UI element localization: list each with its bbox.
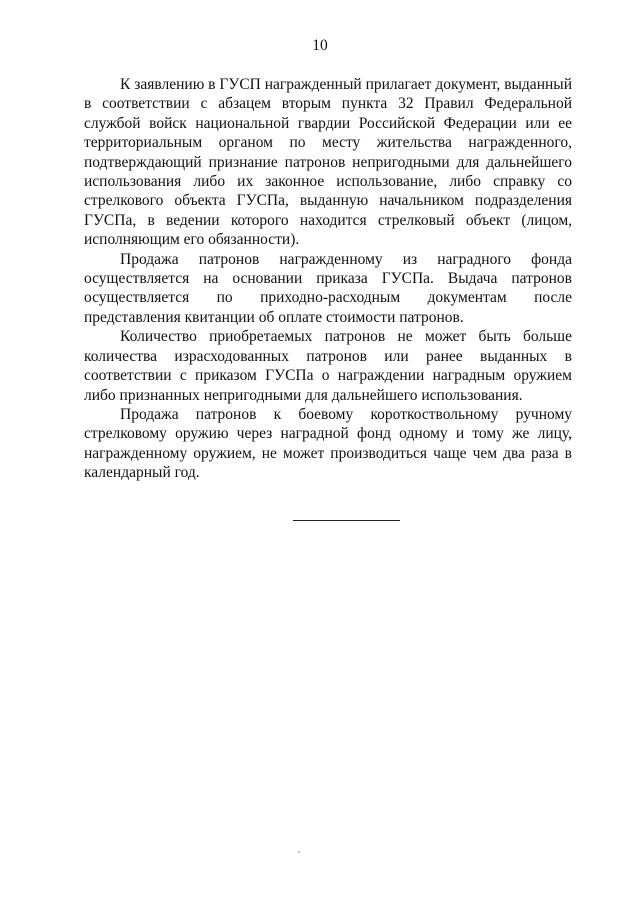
paragraph-frequency-limit: Продажа патронов к боевому короткоствольному ручному стрелковому оружию через наградной фонд одному и тому же лицу, награжденному оружием, не может производиться чаще чем два раза в календарный год.	[84, 405, 572, 482]
paragraph-attachment-requirements: К заявлению в ГУСП награжденный прилагает документ, выданный в соответствии с абзацем вторым пункта 32 Правил Федеральной службой войск национальной гвардии Российской Федерации или ее территориальным органом по месту жительства награжденного, подтверждающий признание патронов непригодными для дальнейшего использования либо их законное использование, либо справку со стрелкового объекта ГУСПа, выданную начальником подразделения ГУСПа, в ведении которого находится стрелковый объект (лицом, исполняющим его обязанности).	[84, 76, 572, 249]
paragraph-sale-procedure: Продажа патронов награжденному из наградного фонда осуществляется на основании приказа ГУСПа. Выдача патронов осуществляется по приходно-расходным документам после представления квитанции об оплате стоимости патронов.	[84, 250, 572, 326]
document-body	[84, 75, 572, 483]
scan-artifact-dot	[298, 851, 300, 853]
page-number: 10	[312, 37, 328, 54]
paragraph-quantity-limit: Количество приобретаемых патронов не может быть больше количества израсходованных патронов или ранее выданных в соответствии с приказом ГУСПа о награждении наградным оружием либо признанных непригодными для дальнейшего использования.	[84, 328, 572, 404]
end-of-text-rule	[293, 520, 400, 521]
